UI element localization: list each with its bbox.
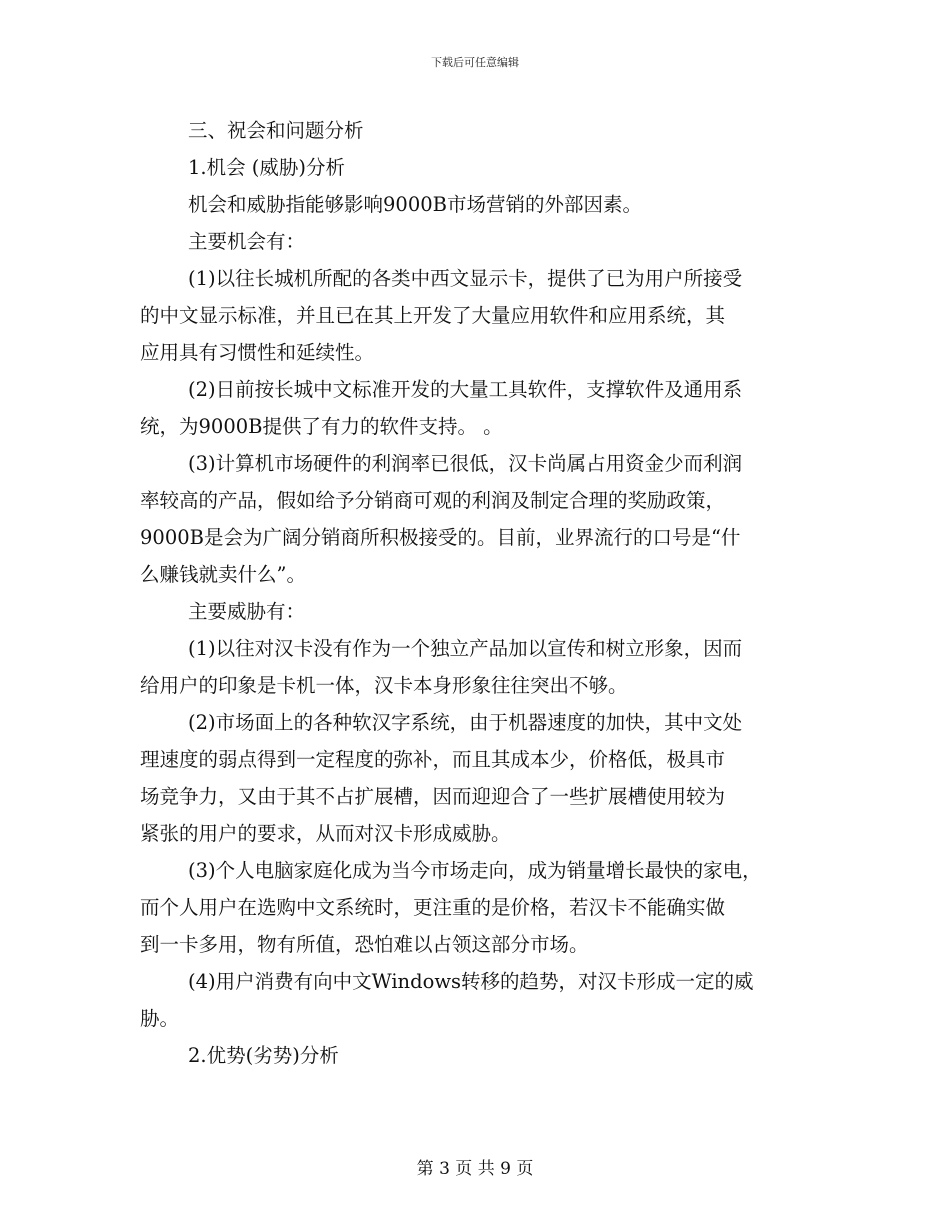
text-line: (1)以往长城机所配的各类中西文显示卡，提供了已为用户所接受 [188,267,743,290]
text-line: 的中文显示标准，并且已在其上开发了大量应用软件和应用系统，其 [140,304,726,327]
text-line: 么赚钱就卖什么”。 [140,563,306,586]
page-header: 下载后可任意编辑 [431,56,519,69]
text-line: 给用户的印象是卡机一体，汉卡本身形象往往突出不够。 [140,674,628,697]
text-line: 到一卡多用，物有所值，恐怕难以占领这部分市场。 [140,933,589,956]
page-footer: 第 3 页 共 9 页 [416,1159,534,1179]
text-line: 应用具有习惯性和延续性。 [140,341,375,364]
text-line: (3)个人电脑家庭化成为当今市场走向，成为销量增长最快的家电， [188,859,762,882]
text-line: 紧张的用户的要求，从而对汉卡形成威胁。 [140,822,511,845]
text-line: 胁。 [140,1007,180,1030]
text-line: 统，为9000B提供了有力的软件支持。 。 [140,415,503,438]
text-line: (2)市场面上的各种软汉字系统，由于机器速度的加快，其中文处 [188,711,743,734]
text-line: 9000B是会为广阔分销商所积极接受的。目前，业界流行的口号是“什 [140,526,741,549]
text-line: (2)日前按长城中文标准开发的大量工具软件，支撑软件及通用系 [188,378,743,401]
text-line: 2.优势(劣势)分析 [188,1044,339,1067]
text-line: (1)以往对汉卡没有作为一个独立产品加以宣传和树立形象，因而 [188,637,743,660]
text-line: 1.机会 (威胁)分析 [188,156,346,179]
text-line: (3)计算机市场硬件的利润率已很低，汉卡尚属占用资金少而利润 [188,452,743,475]
text-line: 主要威胁有： [188,600,306,623]
text-line: (4)用户消费有向中文Windows转移的趋势，对汉卡形成一定的威 [188,970,754,993]
text-line: 三、祝会和问题分析 [188,119,364,142]
text-line: 率较高的产品，假如给予分销商可观的利润及制定合理的奖励政策， [140,489,726,512]
text-line: 场竞争力，又由于其不占扩展槽，因而迎迎合了一些扩展槽使用较为 [140,785,726,808]
text-line: 机会和威胁指能够影响9000B市场营销的外部因素。 [188,193,642,216]
text-line: 理速度的弱点得到一定程度的弥补，而且其成本少，价格低，极具市 [140,748,726,771]
text-line: 而个人用户在选购中文系统时，更注重的是价格，若汉卡不能确实做 [140,896,726,919]
document-body [140,112,840,1074]
text-line: 主要机会有： [188,230,306,253]
